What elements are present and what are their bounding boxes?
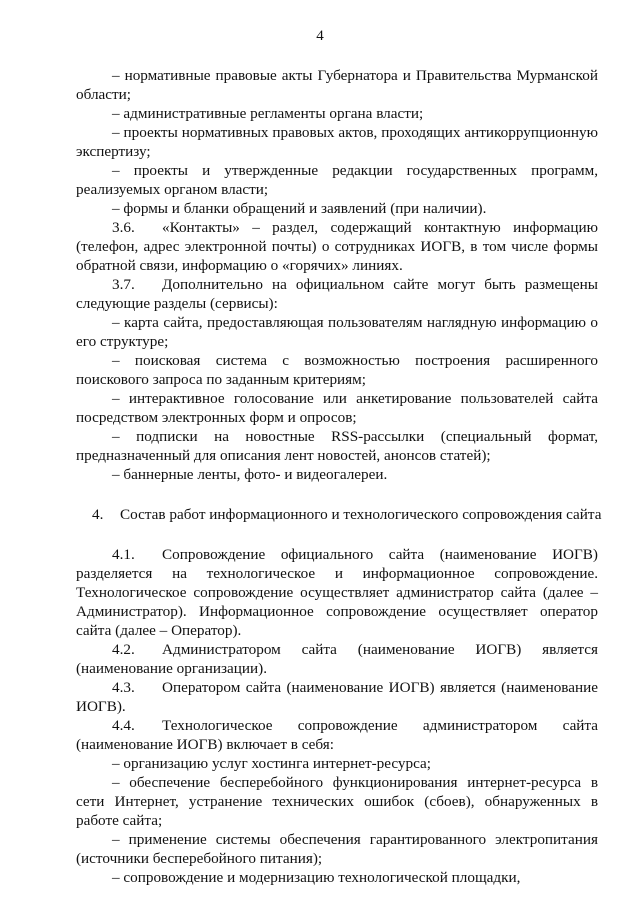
page-number: 4 [316, 28, 324, 44]
document-body [76, 66, 602, 887]
paragraph-4-1 [76, 545, 598, 640]
paragraph-number: 4.1. [112, 546, 135, 563]
paragraph-number: 4.2. [112, 641, 135, 658]
list-item: – нормативные правовые акты Губернатора и Правительства Мурманской области; [76, 67, 598, 103]
paragraph-4-3 [76, 678, 598, 716]
list-item: – карта сайта, предоставляющая пользователям наглядную информацию о его структуре; [76, 314, 598, 350]
list-item: – баннерные ленты, фото- и видеогалереи. [112, 466, 388, 483]
paragraph-3-6 [76, 218, 598, 275]
list-item: – сопровождение и модернизацию технологической площадки, [112, 869, 521, 886]
list-item: – организацию услуг хостинга интернет-ресурса; [112, 755, 431, 772]
paragraph-text: Администратором сайта (наименование ИОГВ) является (наименование организации). [76, 641, 598, 677]
list-item: – интерактивное голосование или анкетирование пользователей сайта посредством электронных форм и опросов; [76, 390, 598, 426]
paragraph-4-2 [76, 640, 598, 678]
list-item: – обеспечение бесперебойного функционирования интернет-ресурса в сети Интернет, устранение технических ошибок (сбоев), обнаруженных в работе сайта; [76, 774, 598, 829]
paragraph-text: Оператором сайта (наименование ИОГВ) является (наименование ИОГВ). [76, 679, 598, 715]
paragraph-number: 3.6. [112, 219, 135, 236]
section-number: 4. [92, 506, 104, 523]
list-item: – подписки на новостные RSS-рассылки (специальный формат, предназначенный для описания лент новостей, анонсов статей); [76, 428, 598, 464]
paragraph-text: Дополнительно на официальном сайте могут быть размещены следующие разделы (сервисы): [76, 276, 598, 312]
paragraph-number: 3.7. [112, 276, 135, 293]
list-item: – формы и бланки обращений и заявлений (при наличии). [112, 200, 487, 217]
list-item: – проекты нормативных правовых актов, проходящих антикоррупционную экспертизу; [76, 124, 598, 160]
list-item: – поисковая система с возможностью построения расширенного поискового запроса по заданным критериям; [76, 352, 598, 388]
list-item: – применение системы обеспечения гарантированного электропитания (источники бесперебойного питания); [76, 831, 598, 867]
section-heading [76, 505, 602, 524]
paragraph-text: Технологическое сопровождение администратором сайта (наименование ИОГВ) включает в себя: [76, 717, 598, 753]
paragraph-text: «Контакты» – раздел, содержащий контактную информацию (телефон, адрес электронной почты) о сотрудниках ИОГВ, в том числе формы обратной связи, информацию о «горячих» линиях. [76, 219, 598, 274]
list-item: – проекты и утвержденные редакции государственных программ, реализуемых органом власти; [76, 162, 598, 198]
section-title: Состав работ информационного и технологического сопровождения сайта [120, 506, 602, 523]
list-item: – административные регламенты органа власти; [112, 105, 424, 122]
paragraph-number: 4.3. [112, 679, 135, 696]
paragraph-number: 4.4. [112, 717, 135, 734]
paragraph-text: Сопровождение официального сайта (наименование ИОГВ) разделяется на технологическое и информационное сопровождение. Технологическое сопровождение осуществляет администратор сайта (далее – Администратор). Информационное сопровождение осуществляет оператор сайта (далее – Оператор). [76, 546, 598, 639]
paragraph-4-4 [76, 716, 598, 754]
paragraph-3-7 [76, 275, 598, 313]
